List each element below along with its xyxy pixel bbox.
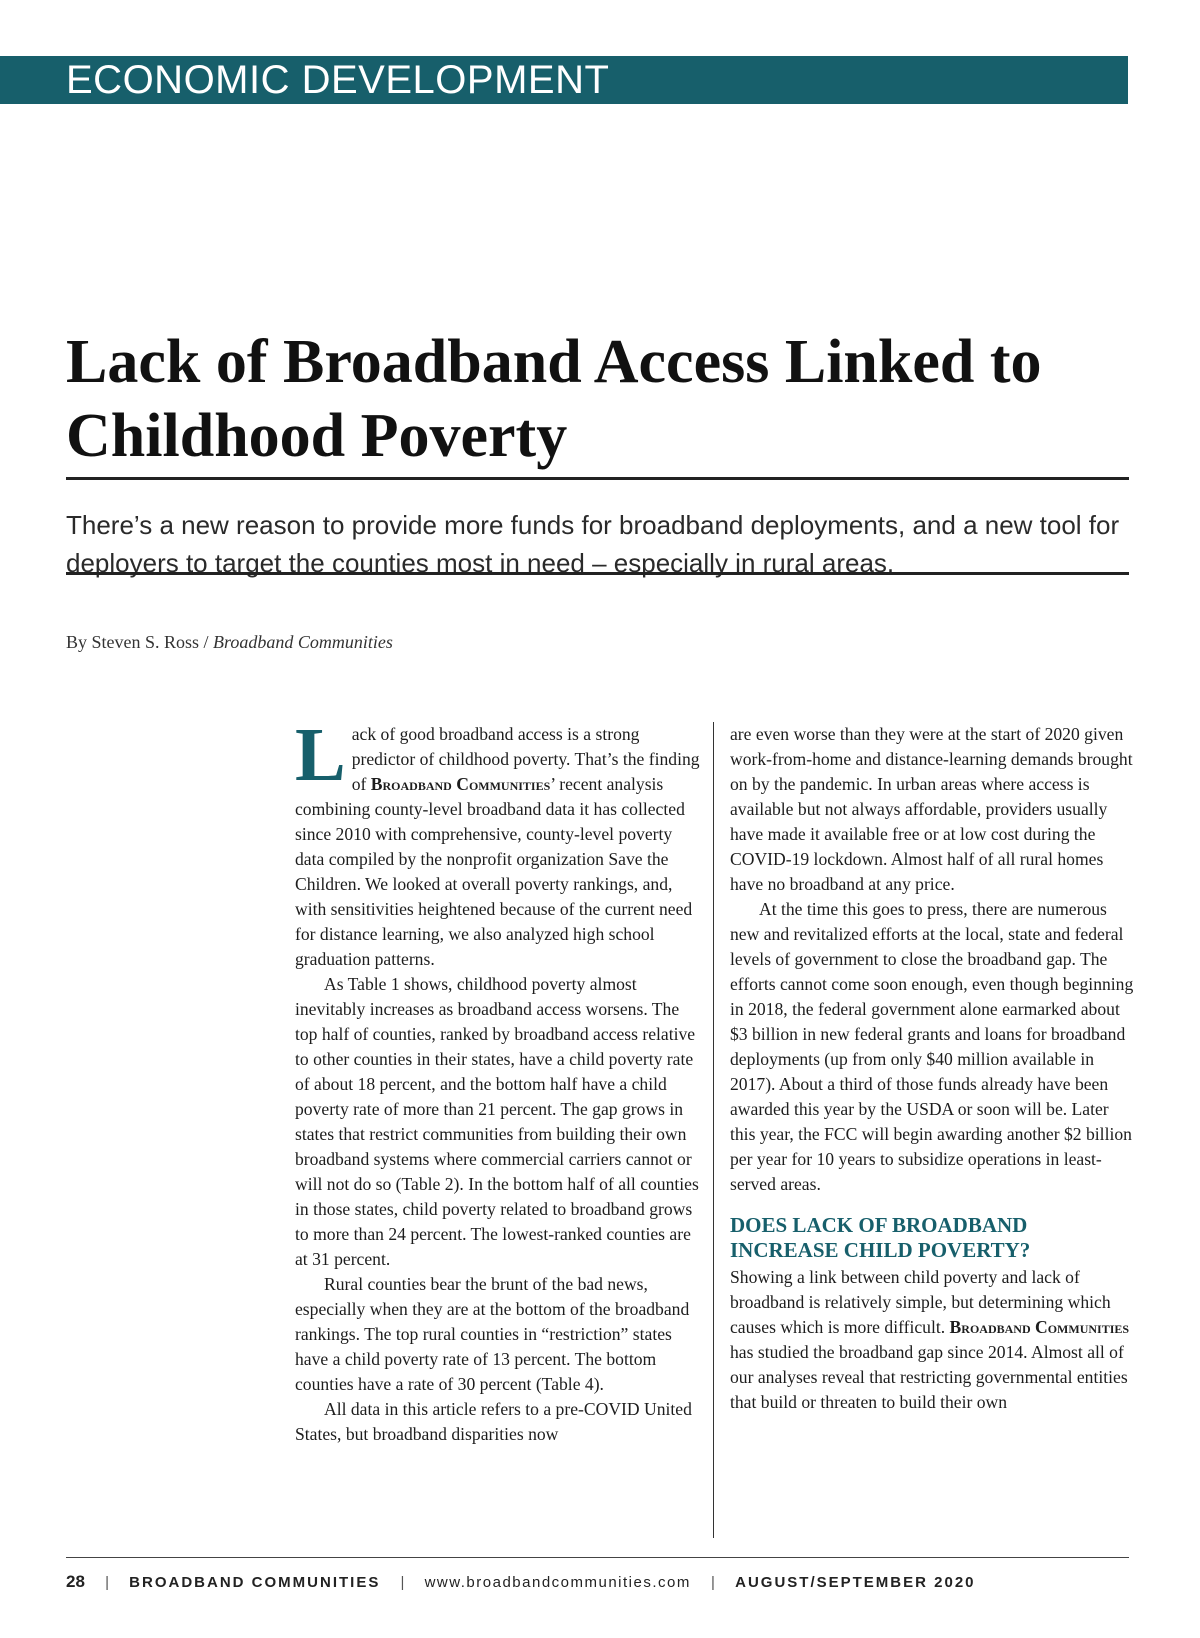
article-column-right: [730, 722, 1135, 1415]
paragraph-1: [295, 713, 703, 972]
title-line-2: Childhood Poverty: [66, 402, 568, 470]
paragraph-7-text-b: has studied the broadband gap since 2014. Almost all of our analyses reveal that restricting governmental entities that build or threaten to build their own: [730, 1342, 1128, 1412]
byline: [66, 632, 393, 653]
title-line-1: Lack of Broadband Access Linked to: [66, 328, 1042, 396]
paragraph-4: All data in this article refers to a pre-COVID United States, but broadband disparities now: [295, 1399, 692, 1444]
brand-name: Broadband Communities: [370, 774, 551, 794]
paragraph-1-text-a: ack of good broadband access is a strong predictor of childhood poverty. That’s the finding of: [351, 724, 700, 794]
brand-name-2: Broadband Communities: [949, 1317, 1130, 1337]
article-title: [66, 325, 1146, 473]
paragraph-1-text-b: ’ recent analysis combining county-level broadband data it has collected since 2010 with comprehensive, county-level poverty data compiled by the nonprofit organization Save the Children. We looked at overall poverty rankings, and, with sensitivities heightened because of the current need for distance learning, we also analyzed high school graduation patterns.: [295, 774, 693, 969]
footer-separator: |: [105, 1573, 109, 1591]
issue-date: AUGUST/SEPTEMBER 2020: [735, 1573, 976, 1591]
page-number: 28: [66, 1572, 85, 1591]
byline-author: By Steven S. Ross /: [66, 632, 209, 652]
drop-cap: L: [295, 713, 346, 797]
page-footer: [66, 1572, 976, 1598]
article-column-left: [295, 713, 703, 1447]
footer-rule: [66, 1557, 1129, 1558]
column-divider: [713, 722, 714, 1538]
subheading-line-1: DOES LACK OF BROADBAND: [730, 1213, 1028, 1237]
paragraph-5: are even worse than they were at the start of 2020 given work-from-home and distance-learning demands brought on by the pandemic. In urban areas where access is available but not always affordable, providers usually have made it available free or at low cost during the COVID-19 lockdown. Almost half of all rural homes have no broadband at any price.: [730, 724, 1133, 894]
paragraph-2: As Table 1 shows, childhood poverty almost inevitably increases as broadband access worsens. The top half of counties, ranked by broadband access relative to other counties in their states, have a child poverty rate of about 18 percent, and the bottom half have a child poverty rate of more than 21 percent. The gap grows in states that restrict communities from building their own broadband systems where commercial carriers cannot or will not do so (Table 2). In the bottom half of all counties in those states, child poverty related to broadband grows to more than 24 percent. The lowest-ranked counties are at 31 percent.: [295, 974, 699, 1269]
article-dek: There’s a new reason to provide more funds for broadband deployments, and a new tool for deployers to target the counties most in need – especially in rural areas.: [66, 510, 1120, 578]
footer-separator: |: [711, 1573, 715, 1591]
section-banner: [0, 56, 1128, 104]
subheading: [730, 1213, 1135, 1263]
paragraph-7-text-a: Showing a link between child poverty and lack of broadband is relatively simple, but determining which causes which is more difficult.: [730, 1267, 1111, 1337]
title-rule: [66, 477, 1129, 480]
section-label: ECONOMIC DEVELOPMENT: [66, 58, 610, 102]
subheading-line-2: INCREASE CHILD POVERTY?: [730, 1238, 1031, 1262]
dek-rule: [66, 572, 1129, 575]
paragraph-3: Rural counties bear the brunt of the bad news, especially when they are at the bottom of the broadband rankings. The top rural counties in “restriction” states have a child poverty rate of 13 percent. The bottom counties have a rate of 30 percent (Table 4).: [295, 1274, 690, 1394]
byline-publication: Broadband Communities: [213, 632, 393, 652]
footer-separator: |: [400, 1573, 405, 1591]
website-url: www.broadbandcommunities.com: [424, 1573, 691, 1591]
paragraph-6: At the time this goes to press, there are numerous new and revitalized efforts at the local, state and federal levels of government to close the broadband gap. The efforts cannot come soon enough, even though beginning in 2018, the federal government alone earmarked about $3 billion in new federal grants and loans for broadband deployments (up from only $40 million available in 2017). About a third of those funds already have been awarded this year by the USDA or soon will be. Later this year, the FCC will begin awarding another $2 billion per year for 10 years to subsidize operations in least-served areas.: [730, 899, 1134, 1194]
magazine-name: BROADBAND COMMUNITIES: [129, 1573, 381, 1591]
paragraph-7: [730, 1265, 1135, 1415]
